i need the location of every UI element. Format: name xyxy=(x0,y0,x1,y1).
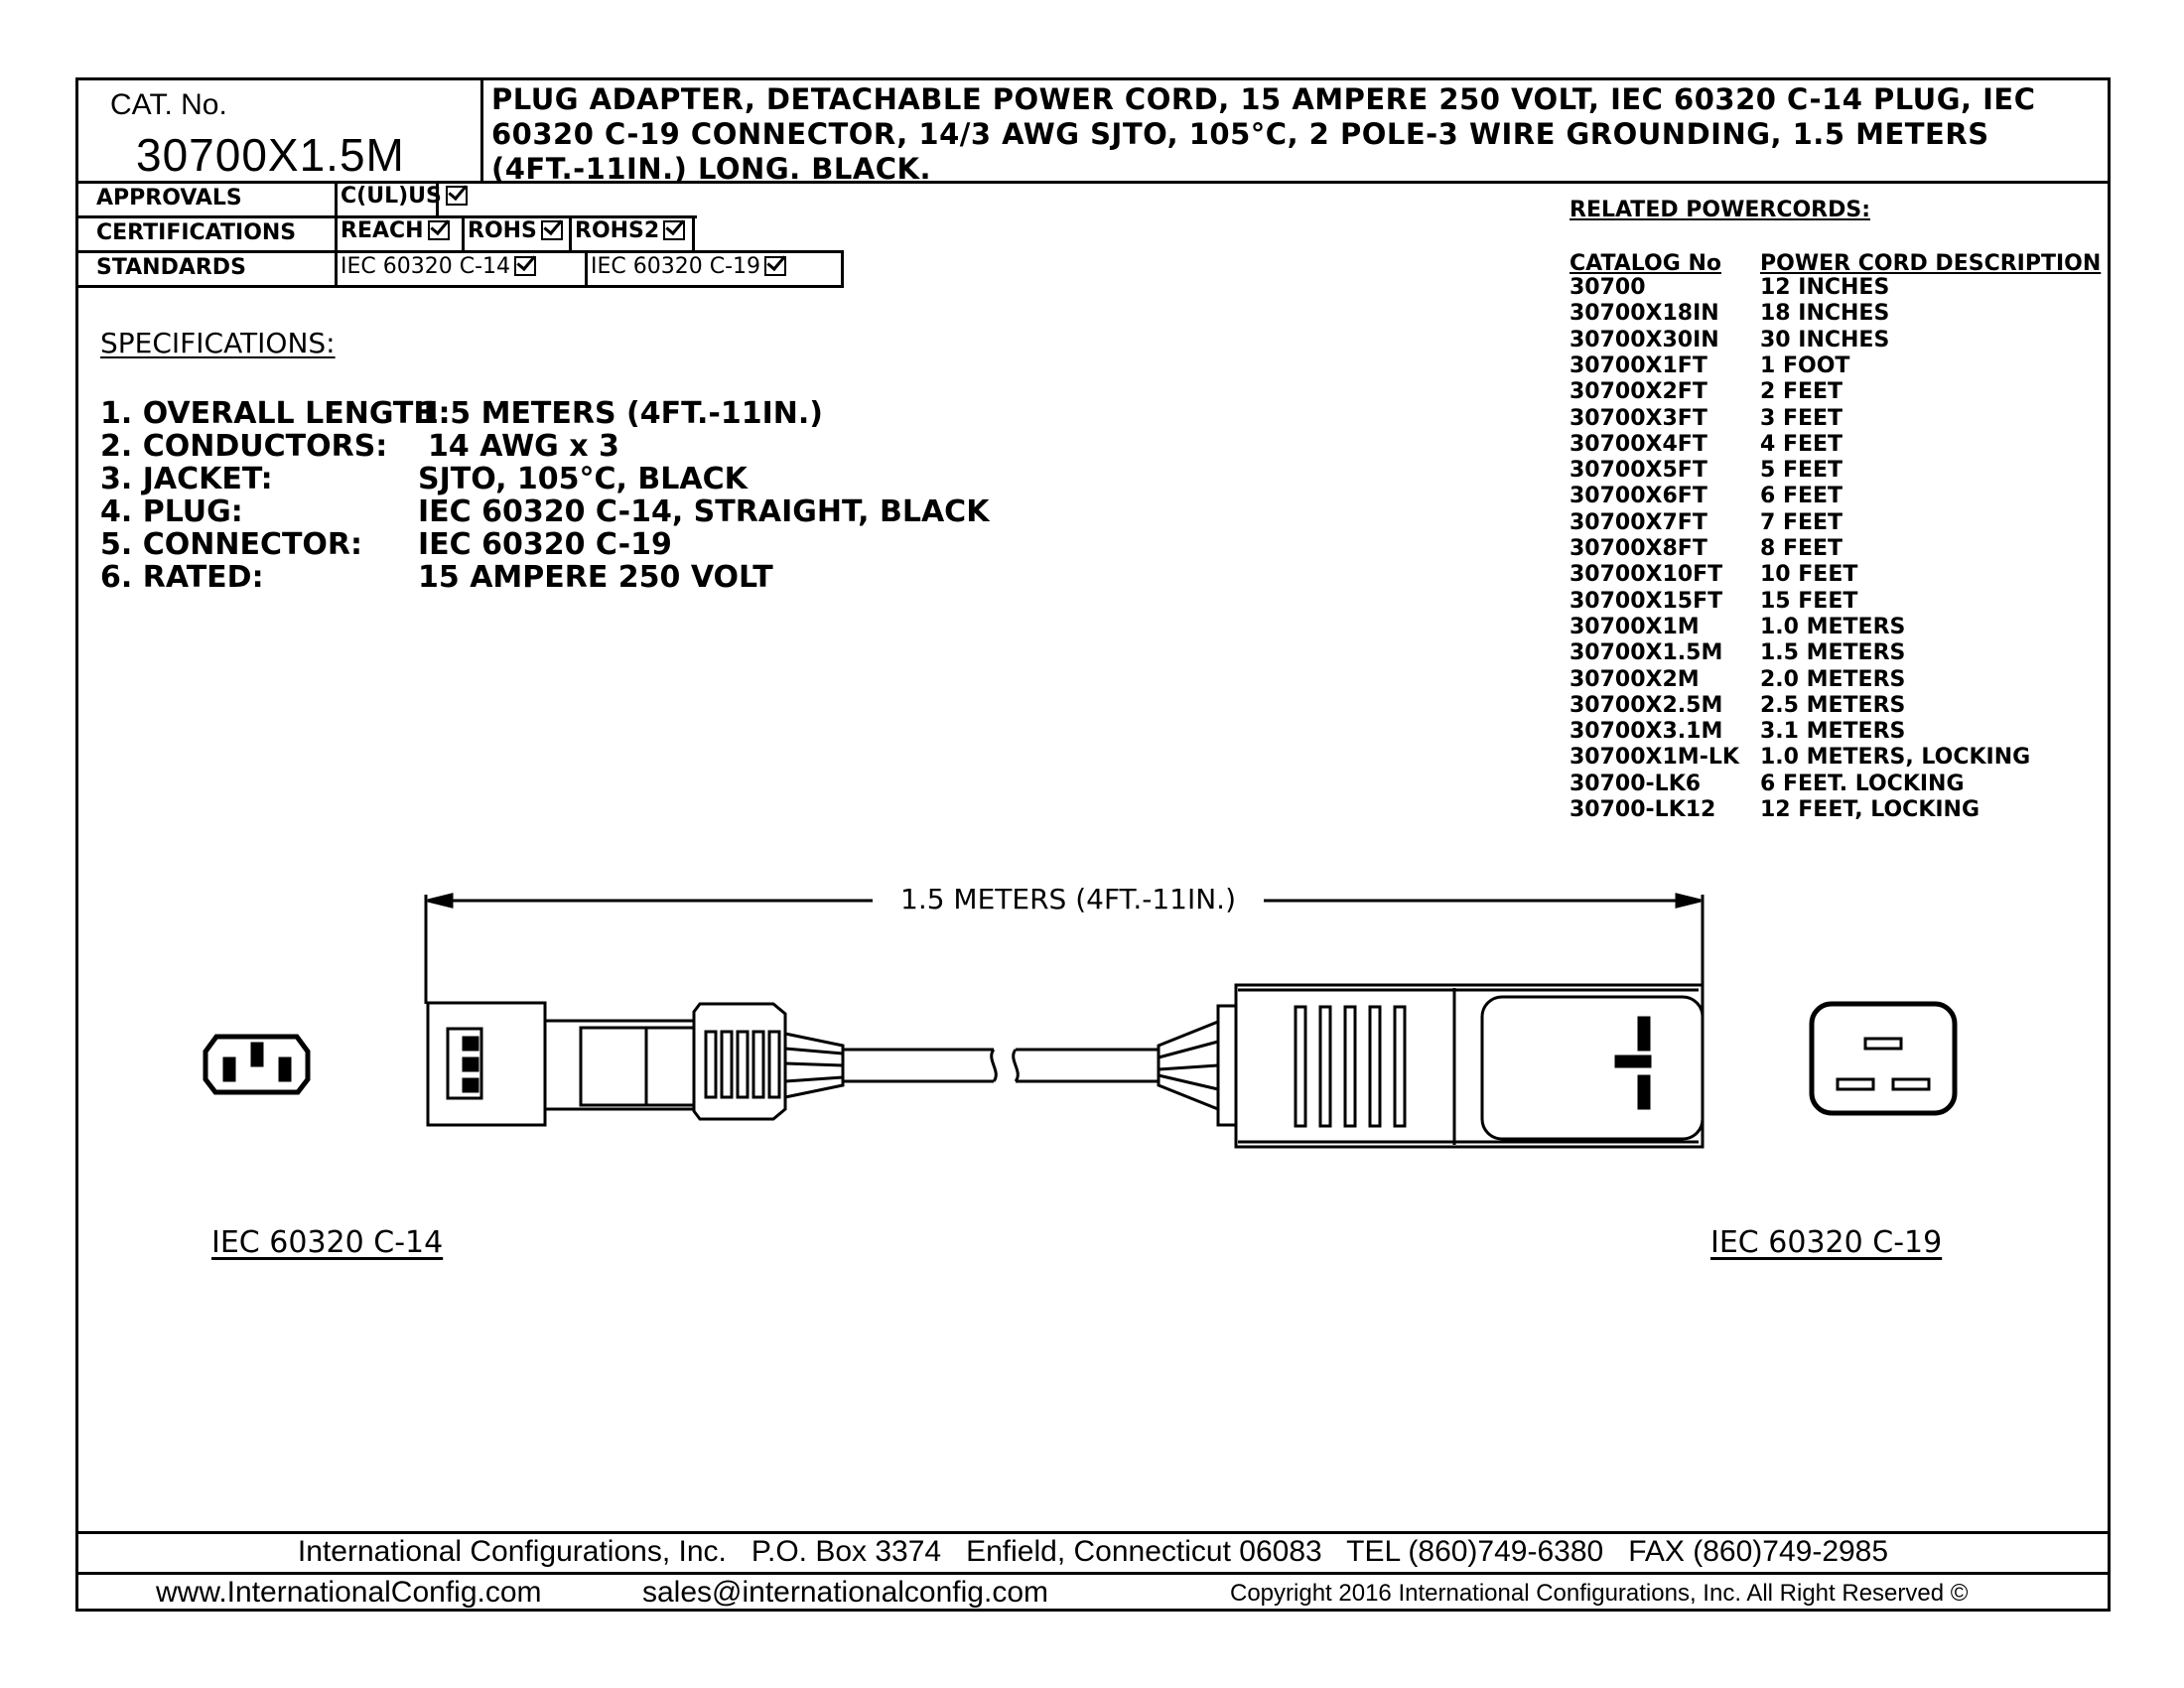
related-description: 3.1 METERS xyxy=(1760,719,1906,744)
related-description: 8 FEET xyxy=(1760,536,1843,561)
related-catalog-number: 30700X1M xyxy=(1570,615,1700,639)
related-catalog-number: 30700X2.5M xyxy=(1570,693,1723,718)
related-catalog-number: 30700X1FT xyxy=(1570,353,1707,378)
spec-value: IEC 60320 C-19 xyxy=(418,527,672,562)
related-description: 3 FEET xyxy=(1760,406,1843,431)
website-link[interactable]: www.InternationalConfig.com xyxy=(156,1576,542,1609)
spec-value: 15 AMPERE 250 VOLT xyxy=(418,560,773,595)
catalog-column-header: CATALOG No xyxy=(1570,251,1721,276)
certifications-label: CERTIFICATIONS xyxy=(96,220,297,245)
product-description: PLUG ADAPTER, DETACHABLE POWER CORD, 15 AMPERE 250 VOLT, IEC 60320 C-14 PLUG, IEC 60320 C-19 CONNECTOR, 14/3 AWG SJTO, 105°C, 2 POLE-3 WIRE GROUNDING, 1.5 METERS (4FT.-11IN.) LONG. BLACK. xyxy=(491,82,2036,186)
c19-connector-body xyxy=(1159,985,1703,1147)
related-description: 12 INCHES xyxy=(1760,275,1890,300)
related-catalog-number: 30700X2M xyxy=(1570,667,1700,692)
related-description: 10 FEET xyxy=(1760,562,1858,587)
related-catalog-number: 30700X7FT xyxy=(1570,510,1707,535)
related-description: 2.5 METERS xyxy=(1760,693,1906,718)
related-description: 1 FOOT xyxy=(1760,353,1850,378)
spec-label: 1. OVERALL LENGTH: xyxy=(100,396,451,431)
spec-label: 6. RATED: xyxy=(100,560,264,595)
dimension-label: 1.5 METERS (4FT.-11IN.) xyxy=(900,883,1236,915)
related-description: 2 FEET xyxy=(1760,379,1843,404)
standard-text: IEC 60320 C-19 xyxy=(591,254,761,279)
spec-value: IEC 60320 C-14, STRAIGHT, BLACK xyxy=(418,494,990,529)
spec-value: 1.5 METERS (4FT.-11IN.) xyxy=(418,396,824,431)
related-description: 1.0 METERS xyxy=(1760,615,1906,639)
related-description: 4 FEET xyxy=(1760,432,1843,457)
related-description: 7 FEET xyxy=(1760,510,1843,535)
related-description: 1.5 METERS xyxy=(1760,640,1906,665)
related-description: 12 FEET, LOCKING xyxy=(1760,797,1980,822)
spec-label: 3. JACKET: xyxy=(100,462,273,496)
spec-value: 14 AWG x 3 xyxy=(428,429,619,464)
approval-text: C(UL)US xyxy=(341,184,442,209)
related-powercords-heading: RELATED POWERCORDS: xyxy=(1570,198,1871,222)
related-catalog-number: 30700X2FT xyxy=(1570,379,1707,404)
cat-no-value: 30700X1.5M xyxy=(136,129,405,181)
related-catalog-number: 30700X30IN xyxy=(1570,328,1719,352)
specifications-heading: SPECIFICATIONS: xyxy=(100,327,336,359)
related-description: 15 FEET xyxy=(1760,589,1858,614)
c14-plug-body xyxy=(428,1003,843,1125)
related-catalog-number: 30700 xyxy=(1570,275,1646,300)
related-catalog-number: 30700X18IN xyxy=(1570,301,1719,326)
power-cable xyxy=(843,1050,1159,1081)
related-catalog-number: 30700-LK12 xyxy=(1570,797,1716,822)
related-description: 5 FEET xyxy=(1760,458,1843,483)
related-catalog-number: 30700X15FT xyxy=(1570,589,1723,614)
description-column-header: POWER CORD DESCRIPTION xyxy=(1760,251,2102,276)
related-catalog-number: 30700X6FT xyxy=(1570,484,1707,508)
related-catalog-number: 30700-LK6 xyxy=(1570,772,1702,796)
approvals-label: APPROVALS xyxy=(96,186,242,211)
related-catalog-number: 30700X1.5M xyxy=(1570,640,1723,665)
certification-text: ROHS xyxy=(468,218,537,243)
company-contact-line: International Configurations, Inc. P.O. Box 3374 Enfield, Connecticut 06083 TEL (860)749-6380 FAX (860)749-2985 xyxy=(297,1535,1889,1568)
spec-label: 2. CONDUCTORS: xyxy=(100,429,388,464)
certification-text: REACH xyxy=(341,218,424,243)
certification-text: ROHS2 xyxy=(575,218,660,243)
c19-face-icon xyxy=(1812,1004,1955,1113)
related-catalog-number: 30700X1M-LK xyxy=(1570,745,1739,770)
cord-drawing xyxy=(78,80,2108,1609)
related-catalog-number: 30700X3FT xyxy=(1570,406,1707,431)
related-description: 30 INCHES xyxy=(1760,328,1890,352)
spec-label: 4. PLUG: xyxy=(100,494,243,529)
spec-value: SJTO, 105°C, BLACK xyxy=(418,462,748,496)
footer-divider xyxy=(78,1572,2108,1575)
related-description: 6 FEET xyxy=(1760,484,1843,508)
standard-text: IEC 60320 C-14 xyxy=(341,254,511,279)
standards-label: STANDARDS xyxy=(96,255,246,280)
c14-face-icon xyxy=(205,1037,308,1092)
spec-label: 5. CONNECTOR: xyxy=(100,527,363,562)
c19-label: IEC 60320 C-19 xyxy=(1710,1225,1943,1260)
related-description: 6 FEET. LOCKING xyxy=(1760,772,1965,796)
related-description: 18 INCHES xyxy=(1760,301,1890,326)
email-link[interactable]: sales@internationalconfig.com xyxy=(642,1576,1048,1609)
related-catalog-number: 30700X3.1M xyxy=(1570,719,1723,744)
related-description: 2.0 METERS xyxy=(1760,667,1906,692)
related-description: 1.0 METERS, LOCKING xyxy=(1760,745,2031,770)
related-catalog-number: 30700X10FT xyxy=(1570,562,1723,587)
c14-label: IEC 60320 C-14 xyxy=(211,1225,444,1260)
related-catalog-number: 30700X8FT xyxy=(1570,536,1707,561)
drawing-sheet xyxy=(75,77,2111,1612)
footer-divider xyxy=(78,1531,2108,1534)
copyright-notice: Copyright 2016 International Configurations, Inc. All Right Reserved © xyxy=(1230,1580,1969,1607)
related-catalog-number: 30700X4FT xyxy=(1570,432,1707,457)
cat-no-label: CAT. No. xyxy=(110,88,227,121)
related-catalog-number: 30700X5FT xyxy=(1570,458,1707,483)
